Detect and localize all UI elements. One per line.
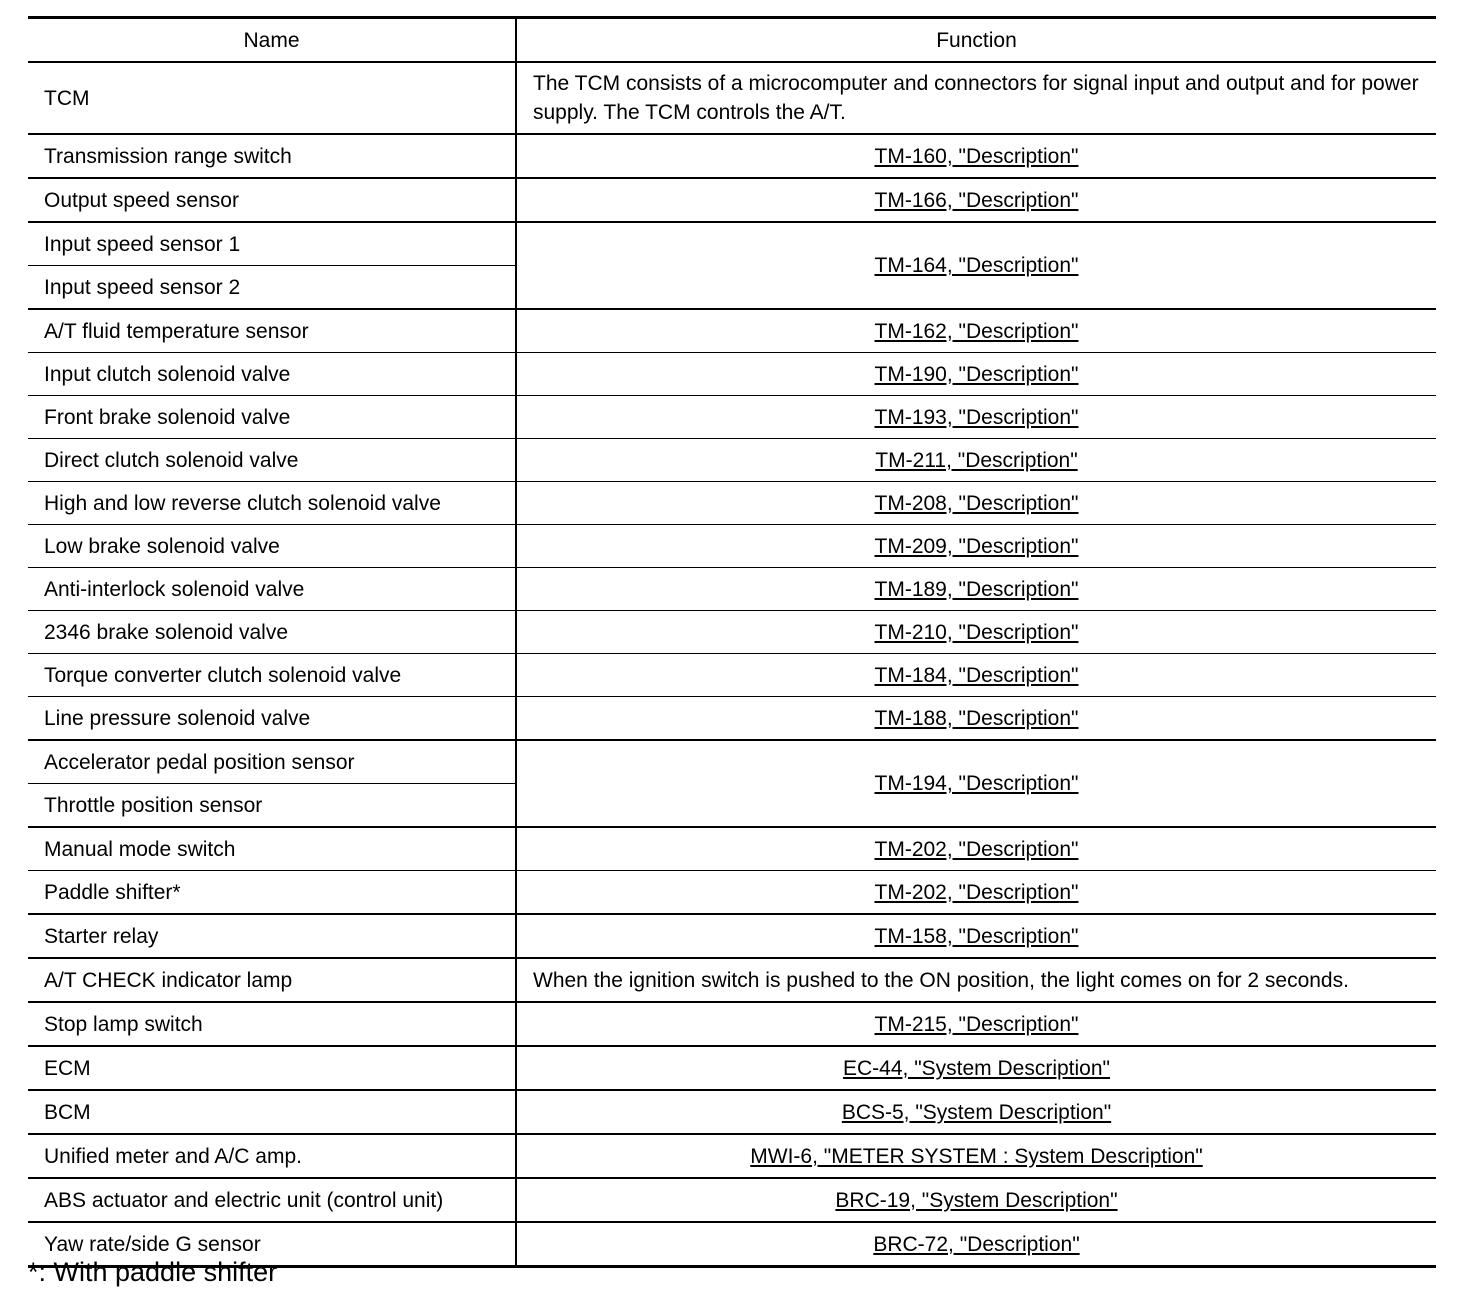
reference-link[interactable]: TM-210, "Description"	[874, 620, 1079, 644]
reference-link[interactable]: TM-158, "Description"	[874, 924, 1079, 948]
reference-link[interactable]: TM-162, "Description"	[874, 319, 1079, 343]
function-cell	[516, 871, 1436, 915]
function-cell	[516, 1002, 1436, 1046]
table-row	[28, 1090, 1436, 1134]
table-row	[28, 396, 1436, 439]
component-name: BCM	[28, 1090, 516, 1134]
component-name: Line pressure solenoid valve	[28, 697, 516, 741]
table-row	[28, 740, 1436, 784]
component-name: Direct clutch solenoid valve	[28, 439, 516, 482]
footnote: *: With paddle shifter	[28, 1257, 278, 1287]
reference-link[interactable]: TM-202, "Description"	[874, 880, 1079, 904]
table-row	[28, 958, 1436, 1002]
component-name: Front brake solenoid valve	[28, 396, 516, 439]
component-function: When the ignition switch is pushed to the ON position, the light comes on for 2 seconds.	[516, 958, 1436, 1002]
table-row	[28, 697, 1436, 741]
component-name: Low brake solenoid valve	[28, 525, 516, 568]
table-row	[28, 914, 1436, 958]
function-cell	[516, 1090, 1436, 1134]
table-row	[28, 1046, 1436, 1090]
component-name: Accelerator pedal position sensor	[28, 740, 516, 784]
function-cell	[516, 396, 1436, 439]
component-name: Output speed sensor	[28, 178, 516, 222]
table-row	[28, 222, 1436, 266]
reference-link[interactable]: BCS-5, "System Description"	[841, 1100, 1112, 1124]
table-row	[28, 568, 1436, 611]
function-cell	[516, 222, 1436, 309]
function-cell	[516, 178, 1436, 222]
reference-link[interactable]: TM-190, "Description"	[874, 362, 1079, 386]
function-cell	[516, 914, 1436, 958]
reference-link[interactable]: BRC-19, "System Description"	[835, 1188, 1118, 1212]
component-name: Anti-interlock solenoid valve	[28, 568, 516, 611]
table-row	[28, 1134, 1436, 1178]
function-cell	[516, 482, 1436, 525]
table-row	[28, 871, 1436, 915]
reference-link[interactable]: TM-164, "Description"	[874, 254, 1079, 277]
component-name: ECM	[28, 1046, 516, 1090]
component-name: 2346 brake solenoid valve	[28, 611, 516, 654]
function-cell	[516, 439, 1436, 482]
reference-link[interactable]: EC-44, "System Description"	[843, 1056, 1110, 1080]
table-row	[28, 134, 1436, 178]
function-cell	[516, 353, 1436, 396]
table-row	[28, 353, 1436, 396]
function-cell	[516, 654, 1436, 697]
function-cell	[516, 134, 1436, 178]
header-row	[28, 18, 1436, 63]
function-cell	[516, 697, 1436, 741]
component-name: Stop lamp switch	[28, 1002, 516, 1046]
table-row	[28, 1002, 1436, 1046]
component-name: Yaw rate/side G sensor	[28, 1222, 516, 1267]
component-name: ABS actuator and electric unit (control unit)	[28, 1178, 516, 1222]
header-name: Name	[28, 18, 516, 63]
table-row	[28, 827, 1436, 871]
component-name: Manual mode switch	[28, 827, 516, 871]
function-cell	[516, 309, 1436, 353]
component-name: Throttle position sensor	[28, 784, 516, 828]
function-cell	[516, 1178, 1436, 1222]
reference-link[interactable]: TM-202, "Description"	[874, 837, 1079, 861]
component-name: Unified meter and A/C amp.	[28, 1134, 516, 1178]
reference-link[interactable]: TM-184, "Description"	[874, 663, 1079, 687]
table-row	[28, 178, 1436, 222]
component-name: Transmission range switch	[28, 134, 516, 178]
component-name: Torque converter clutch solenoid valve	[28, 654, 516, 697]
table-row	[28, 654, 1436, 697]
table-row	[28, 1178, 1436, 1222]
header-function: Function	[516, 18, 1436, 63]
reference-link[interactable]: BRC-72, "Description"	[873, 1232, 1080, 1256]
function-cell	[516, 568, 1436, 611]
reference-link[interactable]: TM-194, "Description"	[874, 772, 1079, 795]
reference-link[interactable]: MWI-6, "METER SYSTEM : System Description"	[750, 1144, 1203, 1168]
reference-link[interactable]: TM-166, "Description"	[874, 188, 1079, 212]
component-name: Paddle shifter*	[28, 871, 516, 915]
component-name: Input speed sensor 2	[28, 266, 516, 310]
component-name: Input speed sensor 1	[28, 222, 516, 266]
reference-link[interactable]: TM-189, "Description"	[874, 577, 1079, 601]
reference-link[interactable]: TM-193, "Description"	[874, 405, 1079, 429]
component-name: A/T fluid temperature sensor	[28, 309, 516, 353]
component-name: Starter relay	[28, 914, 516, 958]
reference-link[interactable]: TM-188, "Description"	[874, 706, 1079, 730]
table-row	[28, 482, 1436, 525]
reference-link[interactable]: TM-160, "Description"	[874, 144, 1079, 168]
component-name: TCM	[44, 86, 90, 110]
component-function: The TCM consists of a microcomputer and connectors for signal input and output and for power supply. The TCM controls the A/T.	[516, 62, 1436, 134]
reference-link[interactable]: TM-209, "Description"	[874, 534, 1079, 558]
component-name: High and low reverse clutch solenoid valve	[28, 482, 516, 525]
table-row	[28, 525, 1436, 568]
reference-link[interactable]: TM-208, "Description"	[874, 491, 1079, 515]
function-cell	[516, 740, 1436, 827]
reference-link[interactable]: TM-211, "Description"	[875, 448, 1078, 472]
function-cell	[516, 525, 1436, 568]
function-cell	[516, 1046, 1436, 1090]
function-cell	[516, 1134, 1436, 1178]
table-row	[28, 439, 1436, 482]
function-cell	[516, 1222, 1436, 1267]
table-row	[28, 611, 1436, 654]
component-name: Input clutch solenoid valve	[28, 353, 516, 396]
component-name: A/T CHECK indicator lamp	[28, 958, 516, 1002]
reference-link[interactable]: TM-215, "Description"	[874, 1012, 1079, 1036]
components-table	[28, 16, 1436, 1268]
table-row	[28, 309, 1436, 353]
table-row	[28, 62, 1436, 134]
function-cell	[516, 611, 1436, 654]
function-cell	[516, 827, 1436, 871]
